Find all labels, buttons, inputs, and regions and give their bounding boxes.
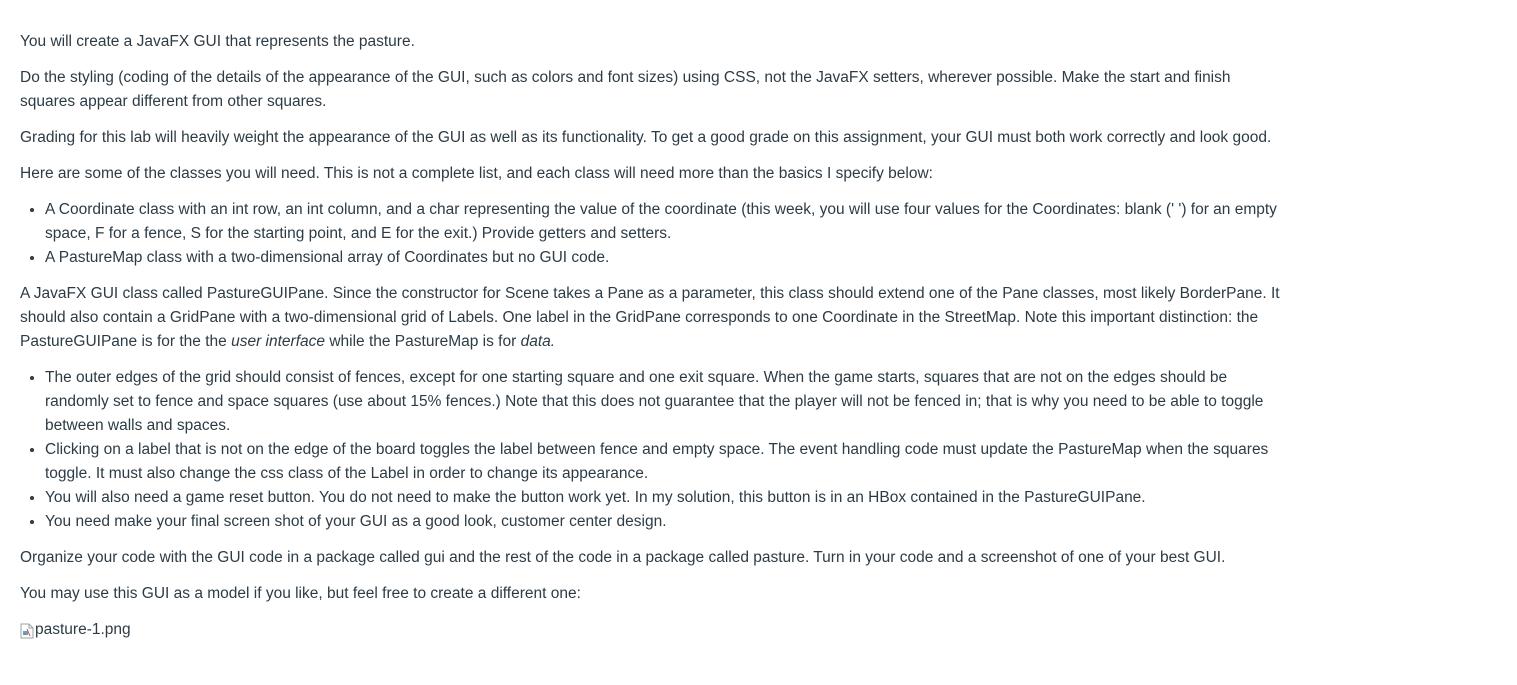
intro-paragraph: You will create a JavaFX GUI that represents the pasture. <box>20 33 415 50</box>
list-item: • A PastureMap class with a two-dimensional array of Coordinates but no GUI code. <box>45 246 1280 270</box>
model-paragraph: You may use this GUI as a model if you like, but feel free to create a different one: <box>20 585 581 602</box>
list-item: • A Coordinate class with an int row, an int column, and a char representing the value of the coordinate (this week, you will use four values for the Coordinates: blank (' ') for an empty space, F for a fence, S for the starting point, and E for the exit.) Provide getters and setters. <box>45 198 1280 246</box>
broken-image-icon <box>20 623 34 639</box>
gui-class-paragraph <box>20 282 1280 354</box>
requirements-list <box>20 366 1280 534</box>
gui-class-emphasis-2: data. <box>520 333 556 350</box>
list-item: • You need make your final screen shot of your GUI as a good look, customer center design. <box>45 510 1280 534</box>
assignment-content <box>20 30 1280 658</box>
model-image[interactable] <box>20 618 1280 646</box>
gui-class-text-2: while the PastureMap is for <box>325 333 521 350</box>
gui-class-emphasis-1: user interface <box>231 333 326 350</box>
organize-paragraph: Organize your code with the GUI code in a package called gui and the rest of the code in a package called pasture. Turn in your code and a screenshot of one of your best GUI. <box>20 549 1226 566</box>
grading-paragraph: Grading for this lab will heavily weight the appearance of the GUI as well as its functionality. To get a good grade on this assignment, your GUI must both work correctly and look good. <box>20 129 1272 146</box>
styling-paragraph: Do the styling (coding of the details of the appearance of the GUI, such as colors and font sizes) using CSS, not the JavaFX setters, wherever possible. Make the start and finish squares appear different from other squares. <box>20 69 1231 110</box>
gui-class-text-1: A JavaFX GUI class called PastureGUIPane. Since the constructor for Scene takes a Pane as a parameter, this class should extend one of the Pane classes, most likely BorderPane. It should also contain a GridPane with a two-dimensional grid of Labels. One label in the GridPane corresponds to one Coordinate in the StreetMap. Note this important distinction: the PastureGUIPane is for the the <box>20 285 1280 350</box>
list-item: • Clicking on a label that is not on the edge of the board toggles the label between fence and empty space. The event handling code must update the PastureMap when the squares toggle. It must also change the css class of the Label in order to change its appearance. <box>45 438 1280 486</box>
classes-intro-paragraph: Here are some of the classes you will need. This is not a complete list, and each class will need more than the basics I specify below: <box>20 165 933 182</box>
list-item: • The outer edges of the grid should consist of fences, except for one starting square and one exit square. When the game starts, squares that are not on the edges should be randomly set to fence and space squares (use about 15% fences.) Note that this does not guarantee that the player will not be fenced in; that is why you need to be able to toggle between walls and spaces. <box>45 366 1280 438</box>
image-alt-text: pasture-1.png <box>35 621 131 638</box>
list-item: • You will also need a game reset button. You do not need to make the button work yet. In my solution, this button is in an HBox contained in the PastureGUIPane. <box>45 486 1280 510</box>
broken-image[interactable] <box>20 618 131 642</box>
classes-list <box>20 198 1280 270</box>
